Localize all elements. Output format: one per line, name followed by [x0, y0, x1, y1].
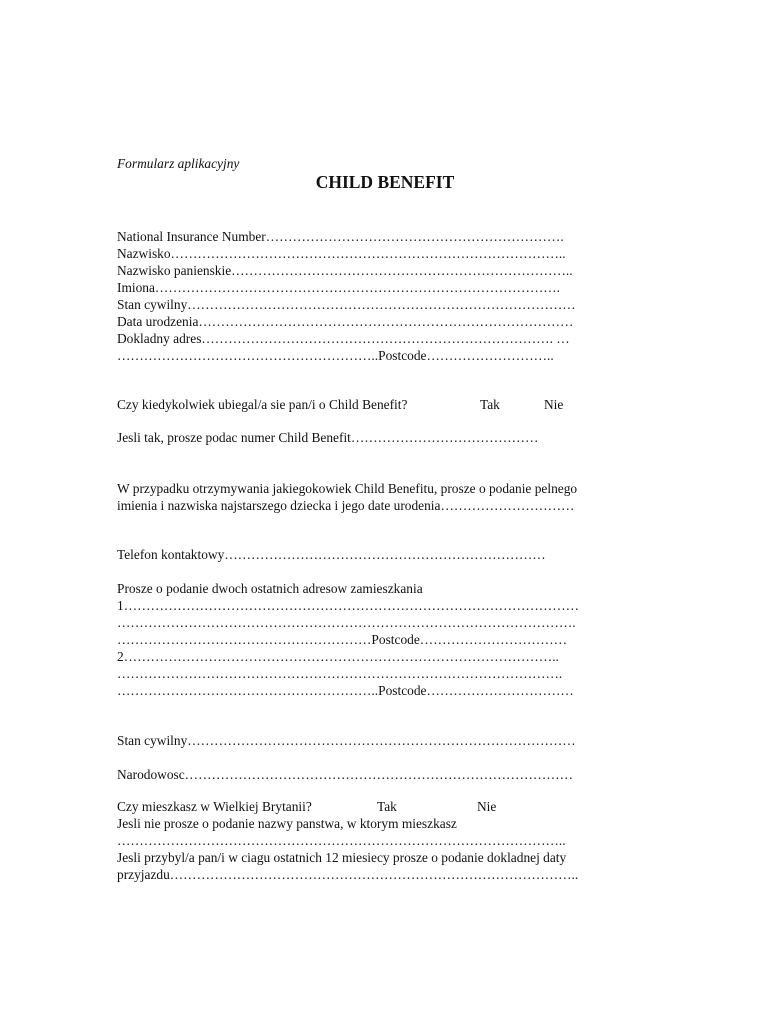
field-address-postcode[interactable]: …………………………………………………..Postcode……………………….. [117, 348, 554, 363]
option-previous-claim-no[interactable]: Nie [544, 397, 564, 412]
field-surname[interactable]: Nazwisko…………………………………………………………………………….. [117, 246, 566, 261]
country-prompt: Jesli nie prosze o podanie nazwy panstwa, w ktorym mieszkasz [117, 816, 457, 831]
field-address-1-postcode[interactable]: …………………………………………………Postcode…………………………… [117, 632, 568, 647]
field-address-2-line-1[interactable]: 2…………………………………………………………………………………….. [117, 649, 559, 664]
field-nationality[interactable]: Narodowosc…………………………………………………………………………… [117, 767, 574, 782]
addresses-header: Prosze o podanie dwoch ostatnich adresow zamieszkania [117, 581, 423, 596]
field-address-2-postcode[interactable]: …………………………………………………..Postcode…………………………… [117, 683, 574, 698]
field-address[interactable]: Dokladny adres……………………………………………………………………. … [117, 331, 570, 346]
field-marital-status-2[interactable]: Stan cywilny…………………………………………………………………………… [117, 733, 576, 748]
field-address-2-line-2[interactable]: ………………………………………………………………………………………. [117, 666, 563, 681]
field-address-1-line-2[interactable]: …………………………………………………………………………………………. [117, 615, 576, 630]
field-eldest-child[interactable]: imienia i nazwiska najstarszego dziecka i jego date urodenia………………………… [117, 498, 575, 513]
field-maiden-name[interactable]: Nazwisko panienskie………………………………………………………………….. [117, 263, 573, 278]
arrival-prompt: Jesli przybyl/a pan/i w ciagu ostatnich 12 miesiecy prosze o podanie dokladnej daty [117, 850, 567, 865]
form-subtitle: Formularz aplikacyjny [117, 156, 240, 171]
field-national-insurance-number[interactable]: National Insurance Number…………………………………………………………. [117, 229, 564, 244]
field-address-1-line-1[interactable]: 1………………………………………………………………………………………… [117, 598, 579, 613]
field-phone[interactable]: Telefon kontaktowy……………………………………………………………… [117, 547, 546, 562]
field-first-names[interactable]: Imiona………………………………………………………………………………. [117, 280, 560, 295]
field-arrival-date[interactable]: przyjazdu……………………………………………………………………………….. [117, 867, 579, 882]
form-title: CHILD BENEFIT [315, 172, 455, 192]
question-previous-claim: Czy kiedykolwiek ubiegal/a sie pan/i o Child Benefit? [117, 397, 408, 412]
option-lives-in-uk-yes[interactable]: Tak [377, 799, 397, 814]
option-previous-claim-yes[interactable]: Tak [480, 397, 500, 412]
option-lives-in-uk-no[interactable]: Nie [477, 799, 497, 814]
field-country[interactable]: ……………………………………………………………………………………….. [117, 833, 566, 848]
child-info-instruction: W przypadku otrzymywania jakiegokowiek Child Benefitu, prosze o podanie pelnego [117, 481, 578, 496]
field-previous-benefit-number[interactable]: Jesli tak, prosze podac numer Child Benefit…………………………………… [117, 430, 539, 445]
field-marital-status[interactable]: Stan cywilny…………………………………………………………………………… [117, 297, 576, 312]
question-lives-in-uk: Czy mieszkasz w Wielkiej Brytanii? [117, 799, 312, 814]
field-date-of-birth[interactable]: Data urodzenia………………………………………………………………………… [117, 314, 574, 329]
